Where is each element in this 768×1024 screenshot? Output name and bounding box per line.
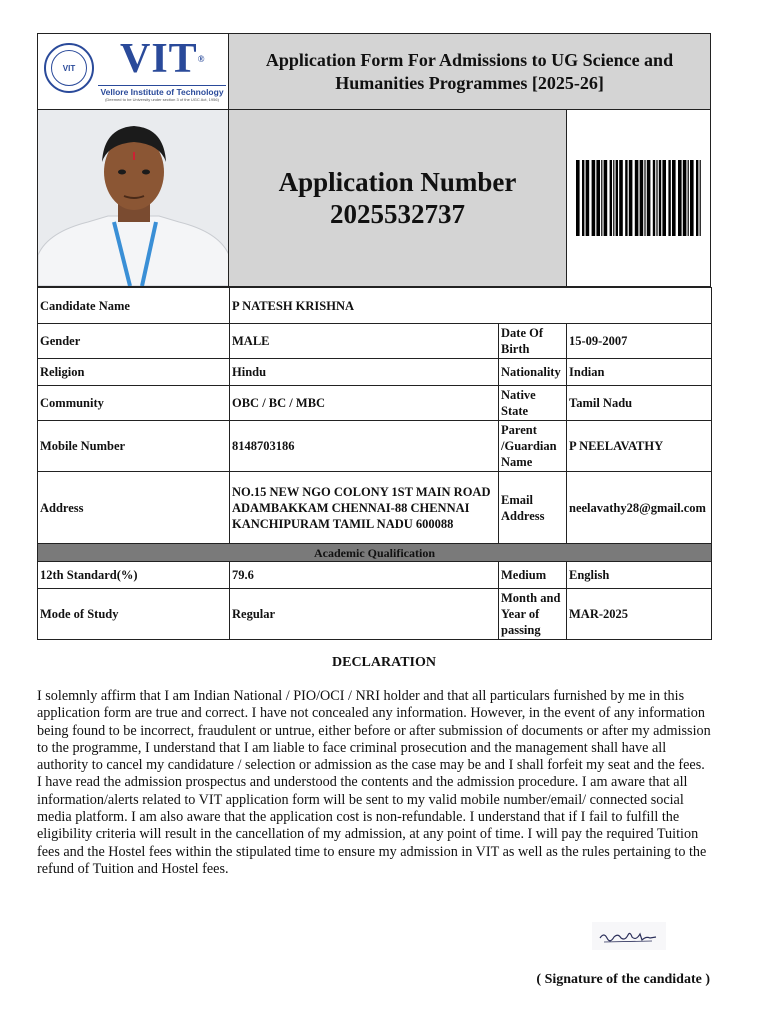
table-row [38, 359, 712, 386]
declaration-title: DECLARATION [332, 655, 436, 670]
std12-value: 79.6 [230, 562, 499, 589]
barcode-bar [672, 160, 676, 236]
barcode-bar [615, 160, 617, 236]
application-header [37, 33, 711, 287]
nationality-label: Nationality [499, 359, 567, 386]
native-state-label: Native State [499, 386, 567, 421]
table-row [38, 589, 712, 640]
parent-value: P NEELAVATHY [567, 421, 712, 472]
medium-label: Medium [499, 562, 567, 589]
vit-emblem-icon: VIT [44, 43, 94, 93]
std12-label: 12th Standard(%) [38, 562, 230, 589]
barcode-bar [619, 160, 623, 236]
barcode-bar [601, 160, 602, 236]
nationality-value: Indian [567, 359, 712, 386]
candidate-name-value: P NATESH KRISHNA [230, 288, 712, 324]
barcode-bar [682, 160, 686, 236]
community-value: OBC / BC / MBC [230, 386, 499, 421]
barcode-bar [658, 160, 660, 236]
barcode-bar [696, 160, 698, 236]
table-row [38, 472, 712, 544]
parent-label: Parent /Guardian Name [499, 421, 567, 472]
religion-value: Hindu [230, 359, 499, 386]
barcode-bar [625, 160, 627, 236]
mobile-value: 8148703186 [230, 421, 499, 472]
barcode-bar [628, 160, 632, 236]
signature-image-icon [592, 922, 666, 950]
barcode-bar [591, 160, 595, 236]
mode-value: Regular [230, 589, 499, 640]
barcode-bar [582, 160, 584, 236]
email-label: Email Address [499, 472, 567, 544]
application-number-cell [229, 110, 567, 286]
table-row [38, 386, 712, 421]
medium-value: English [567, 562, 712, 589]
table-row [38, 544, 712, 562]
address-label: Address [38, 472, 230, 544]
deemed-university-note: (Deemed to be University under section 3 of the UGC Act, 1956) [105, 97, 219, 102]
barcode-icon [574, 160, 704, 236]
declaration-text: I solemnly affirm that I am Indian National / PIO/OCI / NRI holder and that all particulars furnished by me in this application form are true and correct. I have not concealed any information. However, in the event of any information being found to be incorrect, fraudulent or untrue, either before or after submission of documents or after my admission to the programme, I understand that I am liable to face criminal prosecution and the management shall have all authority to cancel my candidature / selection or admission as the case may be and I shall forfeit my seat and the fees. I have read the admission prospectus and understood the contents and the admission procedure. I am aware that all information/alerts related to VIT application form will be sent to my valid mobile number/email/ connected social media platform. I am also aware that the application cost is non-refundable. I understand that if I fail to fulfill the eligibility criteria will result in the cancellation of my admission, at any point of time. I will pay the required Tuition fees and the Hostel fees within the stipulated time to ensure my admission in VIT as well as the rules pertaining to the refund of Tuition and Hostel fees. [37, 688, 711, 877]
barcode-bar [585, 160, 589, 236]
barcode-bar [609, 160, 611, 236]
logo-wordmark [120, 36, 205, 82]
barcode-bar [668, 160, 670, 236]
candidate-photo-icon [38, 110, 229, 286]
logo-wordmark-text: VIT [120, 36, 198, 82]
table-row [38, 288, 712, 324]
table-row [38, 562, 712, 589]
barcode-bar [634, 160, 638, 236]
candidate-details-table [37, 287, 712, 640]
barcode-bar [690, 160, 694, 236]
registered-mark: ® [197, 54, 206, 64]
gender-label: Gender [38, 324, 230, 359]
candidate-photo [38, 110, 229, 286]
barcode-bar [678, 160, 682, 236]
community-label: Community [38, 386, 230, 421]
mobile-label: Mobile Number [38, 421, 230, 472]
address-value: NO.15 NEW NGO COLONY 1ST MAIN ROAD ADAMBAKKAM CHENNAI-88 CHENNAI KANCHIPURAM TAMIL NADU 600088 [230, 472, 499, 544]
religion-label: Religion [38, 359, 230, 386]
academic-section-title: Academic Qualification [38, 544, 712, 562]
barcode-bar [699, 160, 700, 236]
application-number: 2025532737 [330, 199, 465, 229]
native-state-value: Tamil Nadu [567, 386, 712, 421]
form-title-cell [229, 34, 710, 110]
barcode-bar [576, 160, 580, 236]
mode-label: Mode of Study [38, 589, 230, 640]
barcode-bar [662, 160, 666, 236]
vit-logo [38, 34, 229, 110]
form-title: Application Form For Admissions to UG Science and Humanities Programmes [2025-26] [265, 49, 674, 93]
email-value: neelavathy28@gmail.com [567, 472, 712, 544]
barcode-bar [613, 160, 614, 236]
gender-value: MALE [230, 324, 499, 359]
passing-label: Month and Year of passing [499, 589, 567, 640]
dob-value: 15-09-2007 [567, 324, 712, 359]
barcode-bar [687, 160, 688, 236]
barcode-bar [644, 160, 645, 236]
barcode-bar [603, 160, 607, 236]
barcode-bar [652, 160, 654, 236]
signature-label: ( Signature of the candidate ) [536, 972, 710, 987]
barcode-bar [656, 160, 657, 236]
passing-value: MAR-2025 [567, 589, 712, 640]
candidate-name-label: Candidate Name [38, 288, 230, 324]
table-row [38, 421, 712, 472]
table-row [38, 324, 712, 359]
barcode-cell [567, 110, 710, 286]
barcode-bar [639, 160, 643, 236]
barcode-bar [646, 160, 650, 236]
barcode-bar [596, 160, 600, 236]
institute-name: Vellore Institute of Technology [98, 85, 226, 97]
dob-label: Date Of Birth [499, 324, 567, 359]
application-number-label: Application Number [278, 167, 517, 197]
